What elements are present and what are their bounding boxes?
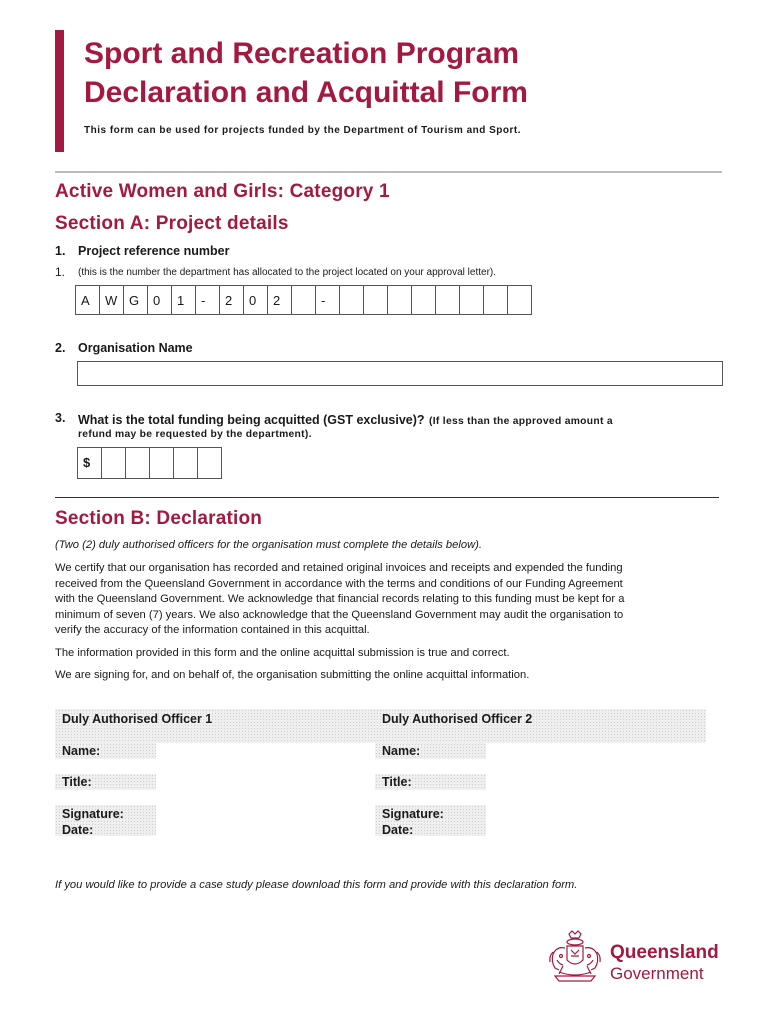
category-heading: Active Women and Girls: Category 1 <box>55 181 390 202</box>
logo-wordmark-line-1: Queensland <box>610 942 719 963</box>
reference-box-12[interactable] <box>339 285 364 315</box>
reference-box-2[interactable]: W <box>99 285 124 315</box>
reference-box-13[interactable] <box>363 285 388 315</box>
officer-2-heading: Duly Authorised Officer 2 <box>382 712 533 726</box>
reference-box-15[interactable] <box>411 285 436 315</box>
reference-box-5[interactable]: 1 <box>171 285 196 315</box>
header-divider <box>55 171 722 173</box>
q3-note-b: refund may be requested by the department). <box>78 429 312 440</box>
funding-box-4[interactable] <box>149 447 174 479</box>
declaration-line-3: with the Queensland Government. We acknowledge that financial records relating to this funding must be kept for a <box>55 593 625 605</box>
funding-box-5[interactable] <box>173 447 198 479</box>
title-accent-bar <box>55 30 64 152</box>
officer-2-signature-field[interactable] <box>487 805 705 836</box>
reference-box-3[interactable]: G <box>123 285 148 315</box>
page-title <box>84 34 528 112</box>
officer-1-heading: Duly Authorised Officer 1 <box>62 712 213 726</box>
q3-label: What is the total funding being acquitted (GST exclusive)? <box>78 413 425 427</box>
reference-box-9[interactable]: 2 <box>267 285 292 315</box>
q3-question <box>78 411 613 429</box>
q1-label: Project reference number <box>78 244 230 258</box>
reference-box-14[interactable] <box>387 285 412 315</box>
reference-box-11[interactable]: - <box>315 285 340 315</box>
page-subtitle: This form can be used for projects funded by the Department of Tourism and Sport. <box>84 125 522 136</box>
case-study-note: If you would like to provide a case study please download this form and provide with this declaration form. <box>55 879 578 891</box>
declaration-statement-2: The information provided in this form and the online acquittal submission is true and correct. <box>55 647 510 659</box>
project-reference-boxes[interactable] <box>75 285 532 315</box>
logo-wordmark-line-2: Government <box>610 964 704 983</box>
q1-note-number: 1. <box>55 265 66 279</box>
declaration-line-5: verify the accuracy of the information contained in this acquittal. <box>55 624 370 636</box>
reference-box-4[interactable]: 0 <box>147 285 172 315</box>
title-line-2: Declaration and Acquittal Form <box>84 76 528 109</box>
reference-box-18[interactable] <box>483 285 508 315</box>
q3-number: 3. <box>55 411 66 425</box>
declaration-line-4: minimum of seven (7) years. We also acknowledge that the Queensland Government may audit the organisation to <box>55 608 624 621</box>
officer-2-title-field[interactable] <box>487 774 705 790</box>
funding-box-3[interactable] <box>125 447 150 479</box>
reference-box-19[interactable] <box>507 285 532 315</box>
declaration-line-2: received from the Queensland Government in accordance with the terms and conditions of our Funding Agreement <box>55 577 623 590</box>
officer-1-title-field[interactable] <box>157 774 372 790</box>
funding-box-6[interactable] <box>197 447 222 479</box>
reference-box-8[interactable]: 0 <box>243 285 268 315</box>
q2-label: Organisation Name <box>78 341 193 355</box>
officer-2-name-label: Name: <box>382 744 421 758</box>
funding-box-2[interactable] <box>101 447 126 479</box>
section-a-heading: Section A: Project details <box>55 213 289 234</box>
declaration-line-1: We certify that our organisation has recorded and retained original invoices and receipts and expended the funding <box>55 562 623 574</box>
q1-number: 1. <box>55 244 66 258</box>
officer-1-title-label: Title: <box>62 775 92 789</box>
officer-1-name-label: Name: <box>62 744 101 758</box>
q1-note: (this is the number the department has allocated to the project located on your approval letter). <box>78 267 497 278</box>
reference-box-1[interactable]: A <box>75 285 100 315</box>
declaration-statement-3: We are signing for, and on behalf of, the organisation submitting the online acquittal information. <box>55 669 530 681</box>
section-b-intro: (Two (2) duly authorised officers for the organisation must complete the details below). <box>55 539 482 551</box>
organisation-name-field[interactable] <box>77 361 723 386</box>
section-b-heading: Section B: Declaration <box>55 508 263 529</box>
officer-2-name-field[interactable] <box>487 743 705 759</box>
officer-2-date-label: Date: <box>382 823 414 837</box>
reference-box-7[interactable]: 2 <box>219 285 244 315</box>
queensland-coat-of-arms-logo <box>545 930 605 986</box>
declaration-paragraph <box>55 561 725 639</box>
title-line-1: Sport and Recreation Program <box>84 37 520 70</box>
officer-2-signature-label: Signature: <box>382 807 444 821</box>
funding-amount-boxes[interactable] <box>77 447 222 479</box>
reference-box-16[interactable] <box>435 285 460 315</box>
reference-box-17[interactable] <box>459 285 484 315</box>
funding-box-1[interactable]: $ <box>77 447 102 479</box>
q2-number: 2. <box>55 341 66 355</box>
officer-1-date-label: Date: <box>62 823 94 837</box>
officer-2-title-label: Title: <box>382 775 412 789</box>
officer-1-signature-label: Signature: <box>62 807 124 821</box>
reference-box-6[interactable]: - <box>195 285 220 315</box>
officer-1-signature-field[interactable] <box>157 805 372 836</box>
officer-1-name-field[interactable] <box>157 743 372 759</box>
reference-box-10[interactable] <box>291 285 316 315</box>
section-divider <box>55 497 719 498</box>
q3-note-a: (If less than the approved amount a <box>429 416 613 427</box>
